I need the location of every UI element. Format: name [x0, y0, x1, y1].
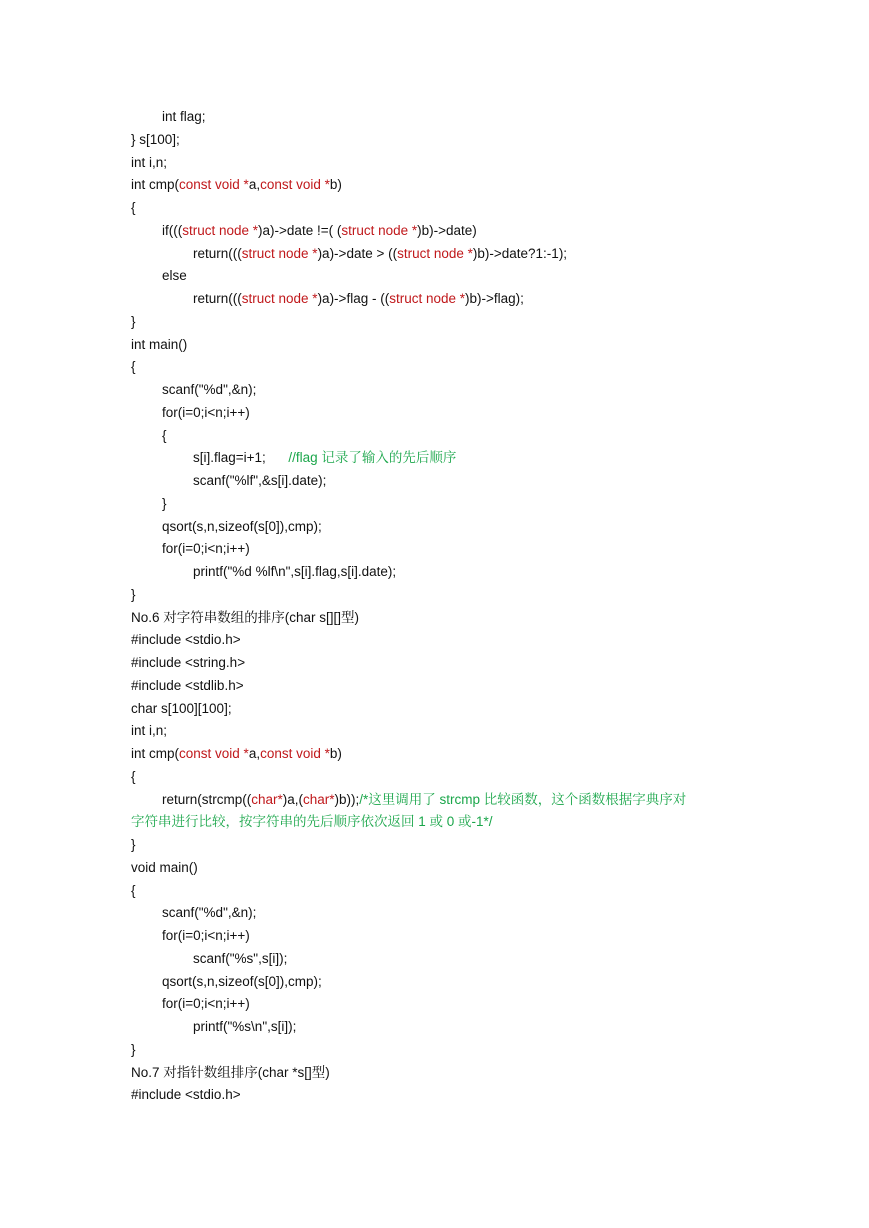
code-line — [131, 356, 771, 379]
code-line — [131, 379, 771, 402]
code-text: int i,n; — [131, 154, 168, 170]
code-text: )b)); — [334, 791, 360, 807]
code-keyword: char* — [303, 791, 335, 807]
code-line — [131, 993, 771, 1016]
code-comment: //flag 记录了输入的先后顺序 — [288, 450, 457, 466]
code-text: printf("%d %lf\n",s[i].flag,s[i].date); — [193, 564, 397, 579]
code-keyword: struct node * — [341, 222, 418, 238]
code-comment: /*这里调用了 strcmp 比较函数，这个函数根据字典序对 — [359, 791, 687, 807]
code-line — [131, 311, 771, 334]
code-line — [131, 152, 771, 175]
code-text: { — [162, 427, 167, 443]
code-line — [131, 538, 771, 561]
code-text: No.6 对字符串数组的排序(char s[][]型) — [131, 609, 360, 625]
code-text: void main() — [131, 859, 198, 875]
code-text: )a)->flag - (( — [317, 291, 390, 306]
code-text: scanf("%s",s[i]); — [193, 950, 288, 966]
code-text: )b)->date?1:-1); — [472, 245, 568, 261]
code-text: for(i=0;i<n;i++) — [162, 541, 250, 557]
code-line — [131, 1016, 771, 1039]
code-line — [131, 288, 771, 311]
code-keyword: const void * — [260, 177, 330, 193]
code-text: else — [162, 268, 187, 284]
code-keyword: struct node * — [241, 291, 318, 306]
code-line — [131, 584, 771, 607]
code-line — [131, 220, 771, 243]
code-text: { — [131, 882, 136, 898]
code-text: } — [131, 1041, 136, 1057]
code-text: #include <stdio.h> — [131, 632, 241, 648]
code-keyword: struct node * — [389, 291, 465, 306]
code-line — [131, 265, 771, 288]
code-text: No.7 对指针数组排序(char *s[]型) — [131, 1064, 330, 1080]
code-line — [131, 1084, 771, 1107]
code-keyword: const void * — [260, 746, 330, 761]
code-listing — [131, 106, 771, 1107]
code-text: } — [131, 313, 136, 329]
code-text: char s[100][100]; — [131, 700, 232, 716]
code-line — [131, 493, 771, 516]
code-line — [131, 971, 771, 994]
code-text: for(i=0;i<n;i++) — [162, 928, 250, 943]
code-text: } — [131, 586, 136, 602]
code-line — [131, 720, 771, 743]
code-keyword: char* — [251, 791, 283, 807]
code-text: return((( — [193, 245, 242, 261]
code-text: )b)->date) — [417, 222, 477, 238]
code-text: int flag; — [162, 109, 206, 124]
code-text: #include <string.h> — [131, 655, 246, 670]
code-line — [131, 698, 771, 721]
code-text: return((( — [193, 291, 242, 306]
code-text: } — [131, 837, 136, 852]
code-text: } — [162, 495, 167, 511]
code-line — [131, 561, 771, 584]
code-text: qsort(s,n,sizeof(s[0]),cmp); — [162, 518, 322, 534]
code-line — [131, 243, 771, 266]
code-line — [131, 516, 771, 539]
code-text: { — [131, 768, 136, 784]
code-line — [131, 811, 771, 834]
code-line — [131, 789, 771, 812]
code-text: #include <stdio.h> — [131, 1087, 241, 1103]
code-text: printf("%s\n",s[i]); — [193, 1019, 297, 1034]
code-line — [131, 197, 771, 220]
code-line — [131, 425, 771, 448]
code-line — [131, 1062, 771, 1085]
code-text: )a)->date > (( — [317, 245, 398, 261]
code-text: if((( — [162, 222, 183, 238]
code-text: )a,( — [282, 791, 304, 807]
code-text: int i,n; — [131, 723, 168, 739]
code-keyword: struct node * — [182, 222, 259, 238]
code-text: b) — [329, 177, 342, 193]
code-keyword: struct node * — [397, 245, 473, 261]
code-comment: 字符串进行比较，按字符串的先后顺序依次返回 1 或 0 或-1*/ — [131, 814, 493, 830]
code-line — [131, 902, 771, 925]
code-text: { — [131, 359, 136, 375]
code-line — [131, 1039, 771, 1062]
code-text: scanf("%lf",&s[i].date); — [193, 473, 327, 488]
code-text: int main() — [131, 336, 188, 352]
code-line — [131, 607, 771, 630]
code-line — [131, 629, 771, 652]
code-line — [131, 880, 771, 903]
code-keyword: const void * — [179, 177, 249, 193]
code-text: )a)->date !=( ( — [258, 222, 342, 238]
code-text: scanf("%d",&n); — [162, 382, 257, 397]
code-line — [131, 129, 771, 152]
code-text: a, — [248, 177, 261, 193]
code-text: for(i=0;i<n;i++) — [162, 404, 250, 420]
code-text: return(strcmp(( — [162, 791, 252, 807]
code-text: s[i].flag=i+1; — [193, 450, 289, 466]
code-text: } s[100]; — [131, 131, 180, 147]
code-text: )b)->flag); — [465, 291, 524, 306]
code-line — [131, 174, 771, 197]
code-line — [131, 743, 771, 766]
code-text: for(i=0;i<n;i++) — [162, 996, 250, 1012]
code-line — [131, 766, 771, 789]
code-text: #include <stdlib.h> — [131, 677, 244, 693]
code-line — [131, 447, 771, 470]
code-text: { — [131, 200, 136, 215]
code-line — [131, 652, 771, 675]
code-text: a, — [248, 746, 261, 761]
code-text: b) — [329, 746, 342, 761]
code-keyword: const void * — [179, 746, 249, 761]
code-text: scanf("%d",&n); — [162, 905, 257, 921]
code-keyword: struct node * — [241, 245, 318, 261]
code-text: qsort(s,n,sizeof(s[0]),cmp); — [162, 973, 322, 989]
code-line — [131, 925, 771, 948]
code-line — [131, 857, 771, 880]
code-line — [131, 402, 771, 425]
code-line — [131, 334, 771, 357]
code-line — [131, 948, 771, 971]
code-line — [131, 675, 771, 698]
code-line — [131, 834, 771, 857]
code-line — [131, 470, 771, 493]
code-text: int cmp( — [131, 746, 180, 761]
code-line — [131, 106, 771, 129]
code-text: int cmp( — [131, 177, 180, 193]
